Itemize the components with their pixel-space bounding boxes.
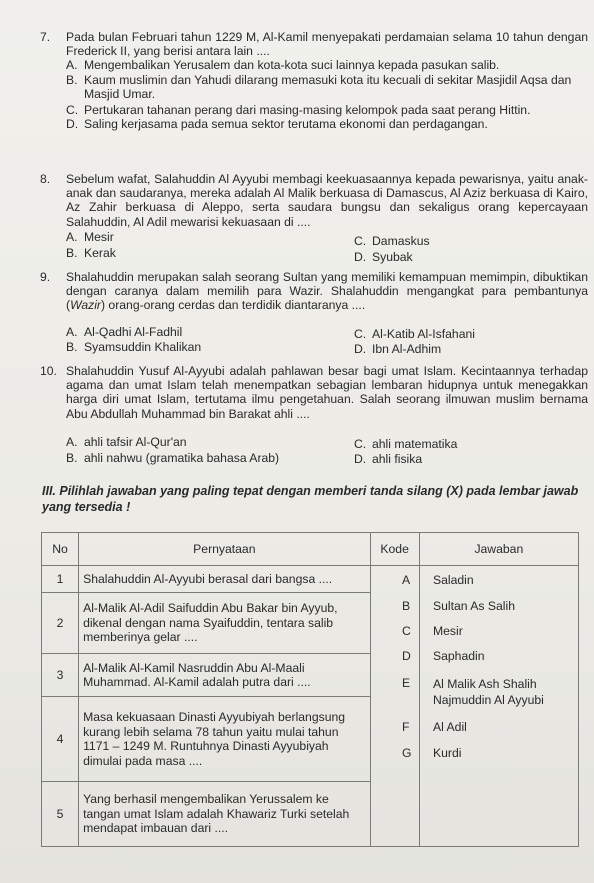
header-answer: Jawaban xyxy=(419,533,578,566)
header-statement: Pernyataan xyxy=(79,533,371,566)
table-row xyxy=(42,566,579,593)
answer-code: D xyxy=(402,649,411,663)
code-column xyxy=(370,566,419,847)
row-number: 5 xyxy=(42,782,79,847)
option-b: B. Kaum muslimin dan Yahudi dilarang memasuki kota itu kecuali di sekitar Masjidil Aqsa dan Masjid Umar. xyxy=(66,72,572,101)
question-text: Sebelum wafat, Salahuddin Al Ayyubi membagi keekuasaannya kepada pewarisnya, yaitu anak-anak dan saudaranya, mereka adalah Al Malik berkuasa di Damascus, Al Aziz berkuasa di Kairo, Az Zahir berkuasa di Aleppo, serta saudara bungsu dan sekaligus orang kepercayaan Salahuddin, Al Adil mewarisi kekuasaan di .... xyxy=(66,172,588,229)
answer-text: Kurdi xyxy=(433,746,462,760)
option-b: B. Syamsuddin Khalikan xyxy=(66,340,202,354)
answer-code: G xyxy=(402,746,412,760)
table-header-row xyxy=(42,533,579,566)
answer-text: Mesir xyxy=(433,624,463,638)
question-9 xyxy=(40,270,588,313)
option-d: D. Ibn Al-Adhim xyxy=(354,342,442,356)
row-statement: Masa kekuasaan Dinasti Ayyubiyah berlangsung kurang lebih selama 78 tahun yaitu mulai tahun 1171 – 1249 M. Runtuhnya Dinasti Ayyubiyah dimulai pada masa .... xyxy=(79,697,371,782)
question-8 xyxy=(40,172,588,229)
row-number: 3 xyxy=(42,654,79,697)
answer-code: E xyxy=(402,676,411,690)
option-a: A. Mengembalikan Yerusalem dan kota-kota suci lainnya kepada pasukan salib. xyxy=(66,58,500,73)
option-c: C. Al-Katib Al-Isfahani xyxy=(354,327,475,341)
question-text: Pada bulan Februari tahun 1229 M, Al-Kamil menyepakati perdamaian selama 10 tahun dengan Frederick II, yang berisi antara lain .... xyxy=(66,30,588,59)
option-a: A. Al-Qadhi Al-Fadhil xyxy=(66,325,183,339)
question-7 xyxy=(40,30,588,131)
option-a: A. Mesir xyxy=(66,230,114,244)
question-number: 8. xyxy=(40,172,51,186)
answer-text: Saphadin xyxy=(433,649,485,663)
answer-text: Saladin xyxy=(433,573,474,587)
answer-code: F xyxy=(402,720,410,734)
option-c: C. Pertukaran tahanan perang dari masing-masing kelompok pada saat perang Hittin. xyxy=(66,103,531,118)
answer-code: B xyxy=(402,599,411,613)
option-b: B. Kerak xyxy=(66,246,116,260)
row-statement: Shalahuddin Al-Ayyubi berasal dari bangsa .... xyxy=(79,566,371,593)
answer-text: Sultan As Salih xyxy=(433,599,515,613)
row-statement: Yang berhasil mengembalikan Yerussalem ke tangan umat Islam adalah Khawariz Turki setelah mendapat imbauan dari .... xyxy=(79,782,371,847)
option-d: D. Syubak xyxy=(354,250,413,264)
answer-code: C xyxy=(402,624,411,638)
question-text: Shalahuddin merupakan salah seorang Sultan yang memiliki kemampuan memimpin, dibuktikan dengan caranya dalam memilih para Wazir. Shalahuddin mengangkat para pembantunya (Wazir) orang-orang cerdas dan terdidik diantaranya .... xyxy=(66,270,588,313)
option-c: C. Damaskus xyxy=(354,234,430,248)
answer-code: A xyxy=(402,573,411,587)
answer-text: Al Malik Ash Shalih Najmuddin Al Ayyubi xyxy=(433,677,544,707)
header-code: Kode xyxy=(370,533,419,566)
row-number: 1 xyxy=(42,566,79,593)
option-b: B. ahli nahwu (gramatika bahasa Arab) xyxy=(66,451,280,465)
option-d: D. ahli fisika xyxy=(354,452,423,466)
option-d: D. Saling kerjasama pada semua sektor terutama ekonomi dan perdagangan. xyxy=(66,117,488,132)
section-instruction: III. Pilihlah jawaban yang paling tepat dengan memberi tanda silang (X) pada lembar jawab yang tersedia ! xyxy=(42,484,579,514)
question-10 xyxy=(40,364,588,421)
row-number: 2 xyxy=(42,593,79,654)
answer-text: Al Adil xyxy=(433,720,467,734)
question-text: Shalahuddin Yusuf Al-Ayyubi adalah pahlawan besar bagi umat Islam. Kecintaannya terhadap agama dan umat Islam telah menempatkan sebagian lembaran hidupnya untuk menegakkan harga diri umat Islam, tertutama ilmu pengetahuan. Salah seorang ilmuwan muslim bernama Abu Abdullah Muhammad bin Barakat ahli .... xyxy=(66,364,588,421)
question-number: 7. xyxy=(40,30,51,44)
row-statement: Al-Malik Al-Adil Saifuddin Abu Bakar bin Ayyub, dikenal dengan nama Syaifuddin, tentara salib memberinya gelar .... xyxy=(79,593,371,654)
question-number: 10. xyxy=(40,364,57,378)
option-a: A. ahli tafsir Al-Qur'an xyxy=(66,435,187,449)
header-no: No xyxy=(42,533,79,566)
question-number: 9. xyxy=(40,270,51,284)
row-statement: Al-Malik Al-Kamil Nasruddin Abu Al-Maali Muhammad. Al-Kamil adalah putra dari .... xyxy=(79,654,371,697)
row-number: 4 xyxy=(42,697,79,782)
option-c: C. ahli matematika xyxy=(354,437,458,451)
